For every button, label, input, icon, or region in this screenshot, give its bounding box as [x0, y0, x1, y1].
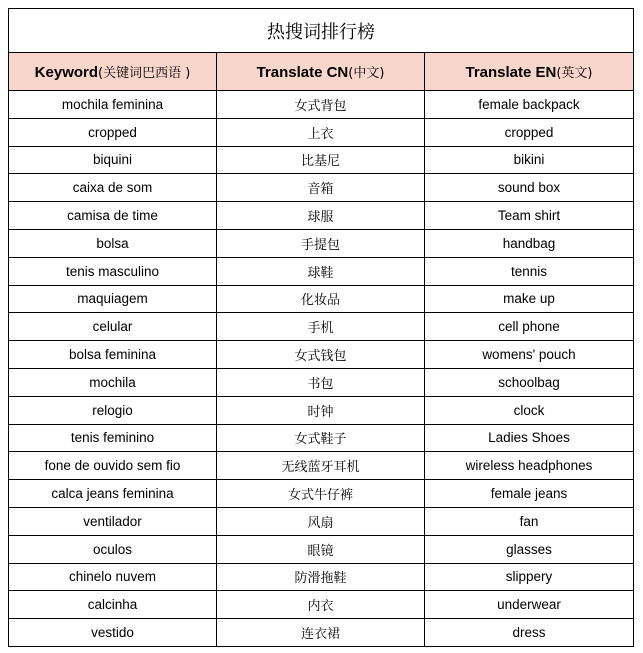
cell-keyword: cropped	[9, 118, 217, 146]
cell-translate-en: female jeans	[425, 480, 634, 508]
header-translate-en-main: Translate EN	[465, 64, 557, 81]
cell-translate-cn: 连衣裙	[217, 619, 425, 647]
cell-translate-en: clock	[425, 396, 634, 424]
cell-keyword: camisa de time	[9, 202, 217, 230]
table-row	[9, 202, 634, 230]
cell-translate-en: dress	[425, 619, 634, 647]
cell-keyword: vestido	[9, 619, 217, 647]
cell-translate-cn: 手机	[217, 313, 425, 341]
cell-translate-en: underwear	[425, 591, 634, 619]
cell-keyword: fone de ouvido sem fio	[9, 452, 217, 480]
cell-translate-en: handbag	[425, 229, 634, 257]
cell-keyword: mochila feminina	[9, 91, 217, 119]
cell-translate-en: cell phone	[425, 313, 634, 341]
header-translate-cn-main: Translate CN	[256, 64, 349, 81]
table-row	[9, 368, 634, 396]
header-keyword	[9, 53, 217, 91]
cell-translate-cn: 女式钱包	[217, 341, 425, 369]
table-row	[9, 563, 634, 591]
table-row	[9, 424, 634, 452]
cell-translate-en: female backpack	[425, 91, 634, 119]
header-translate-cn	[217, 53, 425, 91]
cell-translate-cn: 风扇	[217, 507, 425, 535]
header-keyword-main: Keyword	[34, 64, 99, 81]
table-row	[9, 118, 634, 146]
cell-translate-en: sound box	[425, 174, 634, 202]
cell-translate-en: wireless headphones	[425, 452, 634, 480]
header-keyword-sub: (关键词巴西语 )	[98, 66, 191, 81]
table-row	[9, 91, 634, 119]
cell-translate-cn: 球服	[217, 202, 425, 230]
cell-translate-en: bikini	[425, 146, 634, 174]
cell-translate-en: make up	[425, 285, 634, 313]
cell-translate-cn: 手提包	[217, 229, 425, 257]
table-row	[9, 480, 634, 508]
cell-keyword: maquiagem	[9, 285, 217, 313]
table-row	[9, 229, 634, 257]
cell-translate-en: slippery	[425, 563, 634, 591]
header-translate-en	[425, 53, 634, 91]
cell-keyword: bolsa feminina	[9, 341, 217, 369]
table-row	[9, 396, 634, 424]
table-row	[9, 146, 634, 174]
cell-translate-cn: 时钟	[217, 396, 425, 424]
cell-translate-cn: 女式牛仔裤	[217, 480, 425, 508]
table-title: 热搜词排行榜	[9, 9, 634, 53]
cell-translate-en: Ladies Shoes	[425, 424, 634, 452]
header-row	[9, 53, 634, 91]
table-row	[9, 174, 634, 202]
cell-translate-en: womens' pouch	[425, 341, 634, 369]
cell-translate-cn: 化妆品	[217, 285, 425, 313]
hot-search-table-container	[8, 8, 633, 647]
cell-translate-cn: 女式背包	[217, 91, 425, 119]
cell-keyword: chinelo nuvem	[9, 563, 217, 591]
cell-translate-cn: 防滑拖鞋	[217, 563, 425, 591]
cell-keyword: bolsa	[9, 229, 217, 257]
table-row	[9, 591, 634, 619]
cell-keyword: celular	[9, 313, 217, 341]
cell-translate-cn: 女式鞋子	[217, 424, 425, 452]
cell-translate-en: schoolbag	[425, 368, 634, 396]
title-row	[9, 9, 634, 53]
cell-keyword: biquini	[9, 146, 217, 174]
cell-keyword: calca jeans feminina	[9, 480, 217, 508]
table-row	[9, 285, 634, 313]
cell-keyword: ventilador	[9, 507, 217, 535]
table-row	[9, 619, 634, 647]
hot-search-ranking-table	[8, 8, 634, 647]
cell-translate-cn: 球鞋	[217, 257, 425, 285]
cell-translate-cn: 内衣	[217, 591, 425, 619]
cell-translate-en: tennis	[425, 257, 634, 285]
cell-translate-cn: 比基尼	[217, 146, 425, 174]
header-translate-en-sub: (英文)	[556, 66, 593, 81]
cell-translate-en: fan	[425, 507, 634, 535]
cell-translate-cn: 无线蓝牙耳机	[217, 452, 425, 480]
cell-translate-cn: 书包	[217, 368, 425, 396]
cell-translate-cn: 音箱	[217, 174, 425, 202]
cell-translate-en: Team shirt	[425, 202, 634, 230]
cell-translate-cn: 上衣	[217, 118, 425, 146]
header-translate-cn-sub: (中文)	[348, 66, 385, 81]
table-row	[9, 507, 634, 535]
table-row	[9, 313, 634, 341]
table-row	[9, 341, 634, 369]
cell-translate-en: cropped	[425, 118, 634, 146]
cell-keyword: tenis feminino	[9, 424, 217, 452]
cell-keyword: mochila	[9, 368, 217, 396]
cell-keyword: caixa de som	[9, 174, 217, 202]
cell-keyword: relogio	[9, 396, 217, 424]
table-row	[9, 257, 634, 285]
table-row	[9, 452, 634, 480]
table-row	[9, 535, 634, 563]
cell-translate-cn: 眼镜	[217, 535, 425, 563]
cell-translate-en: glasses	[425, 535, 634, 563]
cell-keyword: tenis masculino	[9, 257, 217, 285]
cell-keyword: oculos	[9, 535, 217, 563]
cell-keyword: calcinha	[9, 591, 217, 619]
